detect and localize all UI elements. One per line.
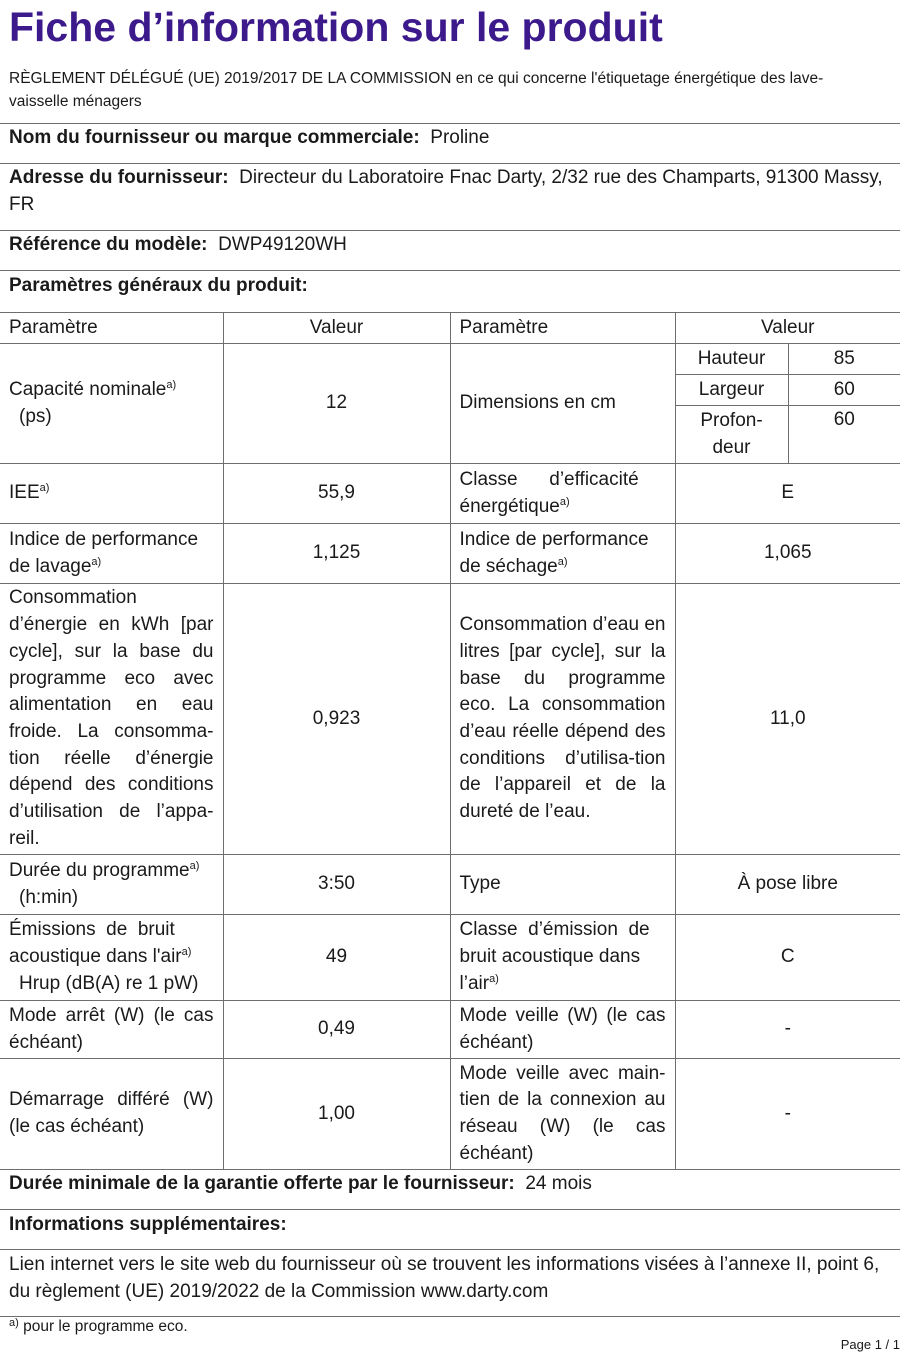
noise-class-label: Classe d’émission de bruit acoustique dans l’air$^{a)}$ <box>450 915 675 1001</box>
program-duration-label: Durée du programme$^{a)}$ (h:min) <box>0 855 223 915</box>
additional-info-heading: Informations supplémentaires: <box>9 1214 287 1235</box>
iee-value: 55,9 <box>223 464 450 524</box>
header-value: Valeur <box>675 313 900 344</box>
delay-start-label: Démarrage différé (W) (le cas échéant) <box>0 1059 223 1170</box>
off-mode-label: Mode arrêt (W) (le cas échéant) <box>0 1001 223 1059</box>
delay-start-value: 1,00 <box>223 1059 450 1170</box>
footnote <box>9 1318 188 1336</box>
table-row <box>0 584 900 855</box>
supplier-name-label: Nom du fournisseur ou marque commerciale: <box>9 127 420 148</box>
energy-consumption-value: 0,923 <box>223 584 450 855</box>
noise-class-value: C <box>675 915 900 1001</box>
page-title: Fiche d’information sur le produit <box>9 4 663 50</box>
model-reference-label: Référence du modèle: <box>9 234 208 255</box>
product-parameters-table <box>0 312 900 1170</box>
divider <box>0 270 900 271</box>
divider <box>0 1316 900 1317</box>
water-consumption-label: Consommation d’eau en litres [par cycle], sur la base du programme eco. La consommation d’eau réelle dépend des conditions d’utilisa-tion de l’appareil et de la dureté de l’eau. <box>450 584 675 855</box>
table-row <box>0 464 900 524</box>
page-number: Page 1 / 1 <box>840 1337 900 1352</box>
supplier-address-row <box>9 164 889 218</box>
footnote-text: pour le programme eco. <box>23 1318 188 1335</box>
table-row <box>0 524 900 584</box>
drying-index-label: Indice de performance de séchage$^{a)}$ <box>450 524 675 584</box>
supplier-name-value: Proline <box>430 127 490 148</box>
header-value: Valeur <box>223 313 450 344</box>
washing-index-label: Indice de performance de lavage$^{a)}$ <box>0 524 223 584</box>
supplier-name-row <box>9 124 889 151</box>
header-parameter: Paramètre <box>450 313 675 344</box>
footnote-marker: a) <box>9 1317 19 1329</box>
energy-consumption-label: Consommation d’énergie en kWh [par cycle], sur la base du programme eco avec alimentation en eau froide. La consomma-tion réelle d’énergie dépend des conditions d’utilisation de l’appa-reil. <box>0 584 223 855</box>
capacity-label: Capacité nominale$^{a)}$ (ps) <box>0 344 223 464</box>
table-row <box>0 915 900 1001</box>
supplier-address-label: Adresse du fournisseur: <box>9 167 229 188</box>
standby-mode-label: Mode veille (W) (le cas échéant) <box>450 1001 675 1059</box>
supplier-address-value: Directeur du Laboratoire Fnac Darty, 2/32 rue des Champarts, 91300 Massy, FR <box>9 167 883 215</box>
table-header-row <box>0 313 900 344</box>
depth-label: Profon- deur <box>675 406 788 464</box>
warranty-label: Durée minimale de la garantie offerte par le fournisseur: <box>9 1173 515 1194</box>
supplier-website-text: Lien internet vers le site web du fournisseur où se trouvent les informations visées à l’annexe II, point 6, du règlement (UE) 2019/2022 de la Commission www.darty.com <box>9 1254 880 1302</box>
table-row <box>0 855 900 915</box>
energy-class-value: E <box>675 464 900 524</box>
iee-label: IEE$^{a)}$ <box>0 464 223 524</box>
model-reference-row <box>9 231 889 258</box>
table-row <box>0 1001 900 1059</box>
drying-index-value: 1,065 <box>675 524 900 584</box>
energy-class-label: Classe d’efficacité énergétique$^{a)}$ <box>450 464 675 524</box>
program-duration-value: 3:50 <box>223 855 450 915</box>
warranty-value: 24 mois <box>525 1173 592 1194</box>
height-value: 85 <box>788 344 900 375</box>
off-mode-value: 0,49 <box>223 1001 450 1059</box>
regulation-reference: RÈGLEMENT DÉLÉGUÉ (UE) 2019/2017 DE LA COMMISSION en ce qui concerne l'étiquetage énergétique des lave-vaisselle ménagers <box>9 70 824 110</box>
noise-emission-value: 49 <box>223 915 450 1001</box>
warranty-row <box>9 1170 889 1197</box>
depth-value: 60 <box>788 406 900 464</box>
general-params-heading: Paramètres généraux du produit: <box>9 275 308 296</box>
divider <box>0 1209 900 1210</box>
dimensions-label: Dimensions en cm <box>450 344 675 464</box>
model-reference-value: DWP49120WH <box>218 234 347 255</box>
type-label: Type <box>450 855 675 915</box>
table-row <box>0 1059 900 1170</box>
capacity-value: 12 <box>223 344 450 464</box>
networked-standby-value: - <box>675 1059 900 1170</box>
divider <box>0 1249 900 1250</box>
width-value: 60 <box>788 375 900 406</box>
networked-standby-label: Mode veille avec main-tien de la connexion au réseau (W) (le cas échéant) <box>450 1059 675 1170</box>
washing-index-value: 1,125 <box>223 524 450 584</box>
header-parameter: Paramètre <box>0 313 223 344</box>
water-consumption-value: 11,0 <box>675 584 900 855</box>
height-label: Hauteur <box>675 344 788 375</box>
standby-mode-value: - <box>675 1001 900 1059</box>
table-row <box>0 344 900 375</box>
noise-emission-label: Émissions de bruit acoustique dans l'air$^{a)}$ Hrup (dB(A) re 1 pW) <box>0 915 223 1001</box>
width-label: Largeur <box>675 375 788 406</box>
type-value: À pose libre <box>675 855 900 915</box>
